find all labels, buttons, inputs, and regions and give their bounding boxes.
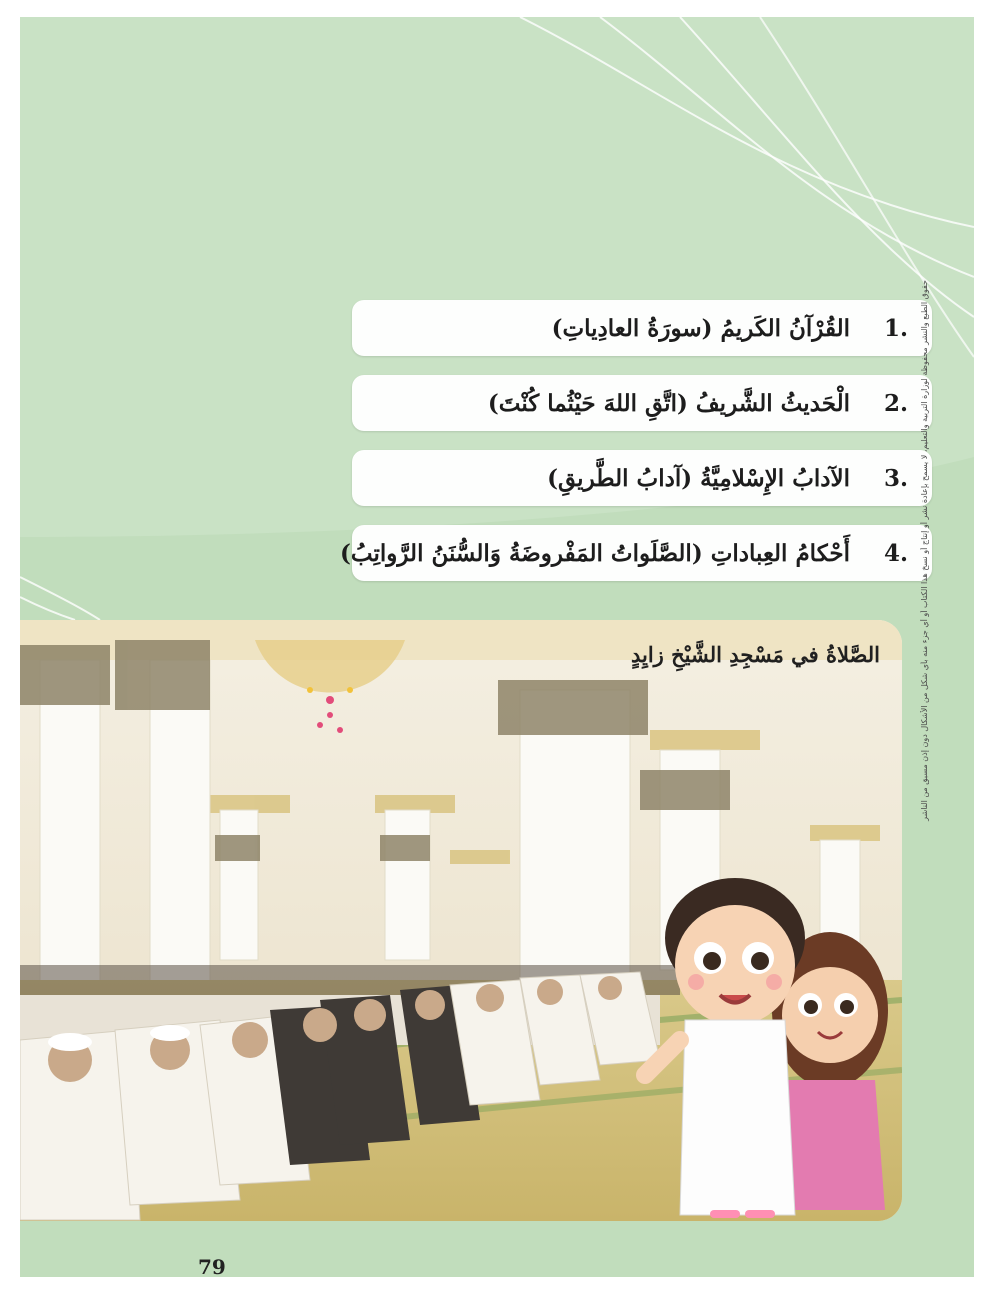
- topic-title: أَحْكامُ العِباداتِ (الصَّلَواتُ المَفْروضَةُ وَالسُّنَنُ الرَّواتِبُ): [340, 539, 850, 567]
- mosque-illustration: [20, 620, 902, 1221]
- topic-title: الْحَديثُ الشَّريفُ (اتَّقِ اللهَ حَيْثُما كُنْتَ): [487, 389, 850, 417]
- topic-item-2: [352, 375, 932, 431]
- copyright-side-note: حقوق الطبع والنشر محفوظة لوزارة التربية والتعليم، لا يسمح بإعادة نشر أو إنتاج أو نسخ هذا الكتاب أو أي جزء منه بأي شكل من الأشكال دون إذن مسبق من الناشر: [920, 280, 929, 821]
- topic-item-4: [340, 525, 932, 581]
- topic-number: 4.: [883, 539, 908, 567]
- topic-item-3: [352, 450, 932, 506]
- topic-title: القُرْآنُ الكَريمُ (سورَةُ العادِياتِ): [551, 314, 850, 342]
- topic-item-1: [352, 300, 932, 356]
- book-page: [20, 17, 974, 1277]
- topic-number: 3.: [883, 464, 908, 492]
- topic-number: 1.: [883, 314, 908, 342]
- topic-title: الآدابُ الإِسْلامِيَّةُ (آدابُ الطَّريقِ): [547, 464, 850, 492]
- photo-caption: الصَّلاةُ في مَسْجِدِ الشَّيْخِ زايِدٍ: [630, 642, 880, 667]
- topic-number: 2.: [883, 389, 908, 417]
- mosque-prayer-photo: [20, 620, 902, 1221]
- page-number: 79: [198, 1255, 226, 1277]
